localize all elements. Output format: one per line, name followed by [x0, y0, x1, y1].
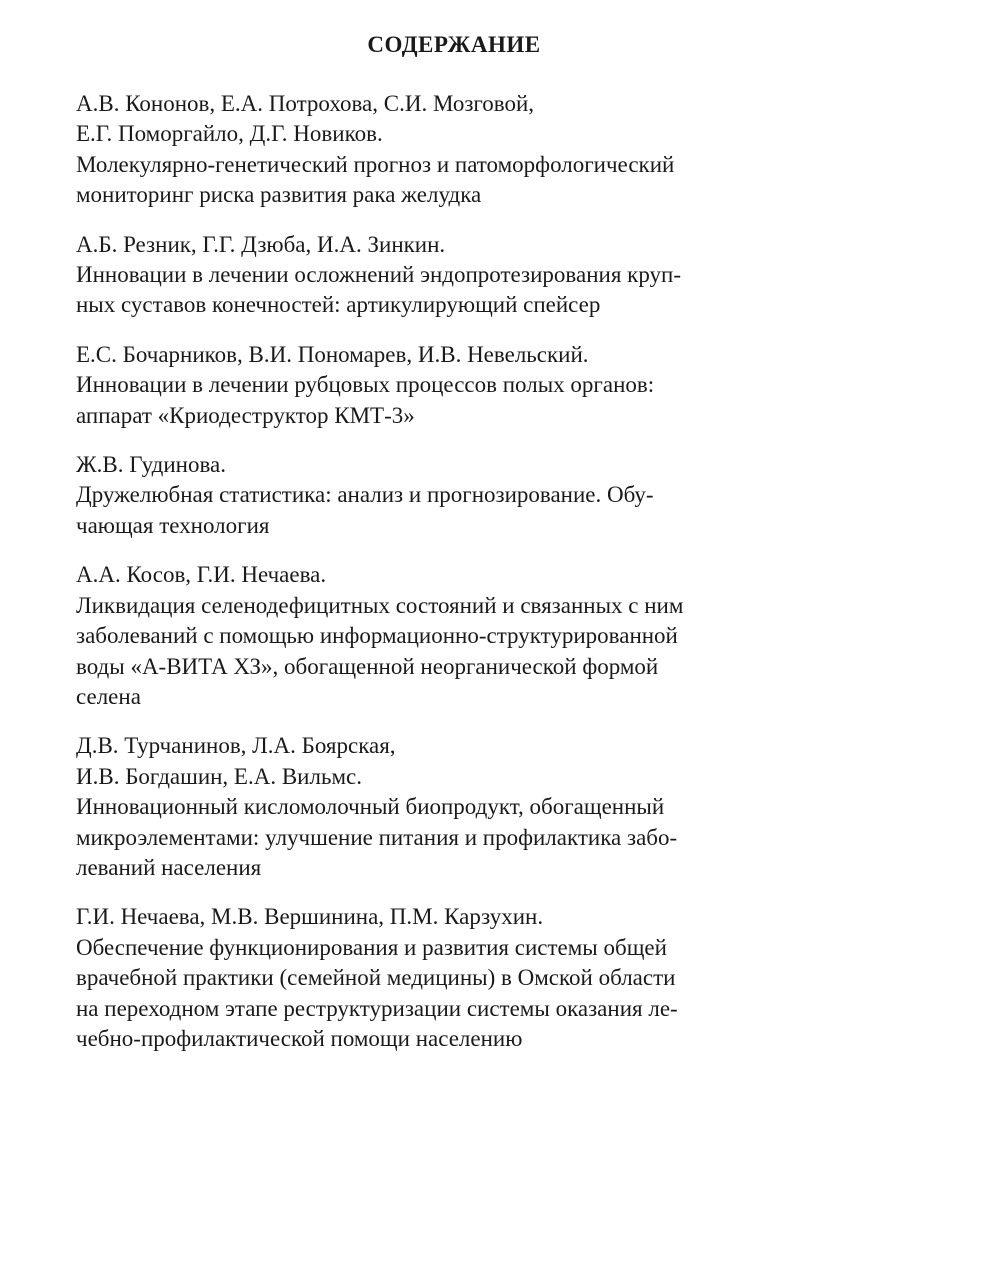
entry-title: леваний населения — [76, 854, 262, 880]
entry-authors: Е.С. Бочарников, В.И. Пономарев, И.В. Невельский. — [76, 341, 589, 367]
entry-authors: А.В. Кононов, Е.А. Потрохова, С.И. Мозговой, — [76, 91, 535, 116]
entry-title: мониторинг риска развития рака желудка — [76, 182, 482, 208]
toc-entry — [76, 450, 776, 541]
entry-title: Дружелюбная статистика: анализ и прогнозирование. Обу- — [76, 482, 654, 508]
toc-entry — [76, 340, 776, 431]
toc-entry — [76, 560, 776, 712]
entry-title: Инновации в лечении рубцовых процессов полых органов: — [76, 372, 655, 398]
entry-title: воды «А-ВИТА ХЗ», обогащенной неорганической формой — [76, 653, 659, 679]
toc-entry — [76, 230, 776, 321]
entry-title: ных суставов конечностей: артикулирующий спейсер — [76, 292, 601, 318]
toc-entry — [76, 902, 776, 1054]
entry-authors: А.Б. Резник, Г.Г. Дзюба, И.А. Зинкин. — [76, 231, 446, 257]
entry-title: Молекулярно-генетический прогноз и патоморфологический — [76, 151, 675, 177]
table-of-contents — [76, 89, 776, 1073]
entry-title: Инновации в лечении осложнений эндопротезирования круп- — [76, 262, 681, 288]
entry-title: Инновационный кисломолочный биопродукт, обогащенный — [76, 794, 665, 820]
entry-title: чающая технология — [76, 512, 270, 538]
entry-title: Ликвидация селенодефицитных состояний и связанных с ним — [76, 592, 684, 618]
entry-title: Обеспечение функционирования и развития системы общей — [76, 934, 667, 960]
page-title: СОДЕРЖАНИЕ — [367, 32, 541, 57]
entry-title: врачебной практики (семейной медицины) в Омской области — [76, 965, 676, 991]
toc-entry — [76, 89, 776, 211]
entry-authors: Г.И. Нечаева, М.В. Вершинина, П.М. Карзухин. — [76, 904, 544, 930]
entry-authors: Ж.В. Гудинова. — [76, 452, 227, 478]
entry-authors: И.В. Богдашин, Е.А. Вильмс. — [76, 763, 362, 789]
entry-title: микроэлементами: улучшение питания и профилактика забо- — [76, 824, 678, 850]
entry-title: селена — [76, 683, 141, 709]
entry-authors: Д.В. Турчанинов, Л.А. Боярская, — [76, 733, 396, 759]
entry-authors: Е.Г. Поморгайло, Д.Г. Новиков. — [76, 121, 383, 147]
entry-title: заболеваний с помощью информационно-структурированной — [76, 623, 678, 649]
entry-title: чебно-профилактической помощи населению — [76, 1025, 523, 1051]
entry-title: аппарат «Криодеструктор КМТ-3» — [76, 402, 415, 428]
toc-entry — [76, 731, 776, 883]
entry-title: на переходном этапе реструктуризации системы оказания ле- — [76, 995, 678, 1021]
entry-authors: А.А. Косов, Г.И. Нечаева. — [76, 562, 327, 588]
